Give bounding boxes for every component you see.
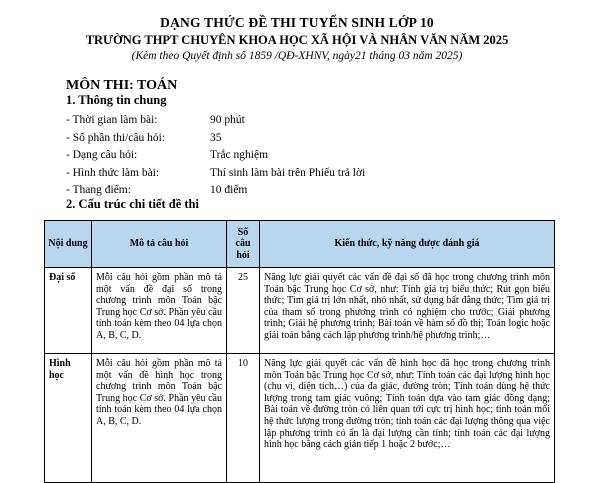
info-label: - Số phần thi/câu hỏi: bbox=[66, 131, 166, 144]
info-value: 35 bbox=[210, 131, 222, 144]
info-label: - Thang điểm: bbox=[66, 184, 131, 196]
document-title: DẠNG THỨC ĐỀ THI TUYỂN SINH LỚP 10 bbox=[160, 15, 434, 30]
cell-description: Mỗi câu hỏi gồm phần mô tả một vấn đề đại số trong chương trình môn Toán bậc Trung học Cơ sở. Phần yêu cầu tính toán kèm theo 04 lựa chọn A, B, C, D. bbox=[92, 268, 227, 354]
general-info-list bbox=[66, 112, 546, 200]
cell-description: Mỗi câu hỏi gồm phần mô tả một vấn đề hình học trong chương trình môn Toán bậc Trung học Cơ sở. Phần yêu cầu tính toán kèm theo 04 lựa chọn A, B, C, D. bbox=[92, 354, 227, 483]
school-title: TRƯỜNG THPT CHUYÊN KHOA HỌC XÃ HỘI VÀ NHÂN VĂN NĂM 2025 bbox=[85, 33, 509, 47]
info-label: - Thời gian làm bài: bbox=[66, 114, 158, 126]
info-value: 90 phút bbox=[210, 114, 245, 126]
info-label: - Dạng câu hỏi: bbox=[66, 149, 138, 161]
header-content: Nội dung bbox=[45, 221, 92, 268]
decision-note: (Kèm theo Quyết định số 1859 /QĐ-XHNV, ngày21 tháng 03 năm 2025) bbox=[131, 50, 463, 62]
info-row-question-count bbox=[66, 130, 546, 148]
header-knowledge: Kiến thức, kỹ năng được đánh giá bbox=[260, 221, 555, 268]
exam-structure-table bbox=[44, 220, 555, 483]
header-description: Mô tả câu hỏi bbox=[92, 221, 227, 268]
info-value: 10 điểm bbox=[210, 184, 248, 196]
info-row-exam-format bbox=[66, 165, 546, 183]
cell-count: 10 bbox=[227, 354, 260, 483]
section-1-heading: 1. Thông tin chung bbox=[66, 93, 167, 107]
cell-count: 25 bbox=[227, 268, 260, 354]
header-question-count: Số câu hỏi bbox=[227, 221, 260, 268]
info-label: - Hình thức làm bài: bbox=[66, 166, 160, 179]
cell-knowledge: Năng lực giải quyết các vấn đề đại số đã học trong chương trình môn Toán bậc Trung học Cơ sở, như: Tính giá trị biểu thức; Rút gọn biểu thức; Tìm giá trị lớn nhất, nhỏ nhất, sử dụng bất đẳng thức; Tìm giá trị của tham số trong phương trình có nghiệm cho trước; Giải phương trình; Giải hệ phương trình; Bài toán về hàm số đồ thị; Toán logic hoặc giải toán bằng cách lập phương trình/hệ phương trình;… bbox=[260, 268, 555, 354]
section-2-heading: 2. Cấu trúc chi tiết đề thi bbox=[66, 197, 199, 211]
cell-topic: Đại số bbox=[45, 268, 92, 354]
info-row-question-type bbox=[66, 147, 546, 165]
cell-topic: Hình học bbox=[45, 354, 92, 483]
table-header-row bbox=[45, 221, 555, 268]
info-row-duration bbox=[66, 112, 546, 130]
subject-heading: MÔN THI: TOÁN bbox=[66, 78, 178, 93]
table-row bbox=[45, 354, 555, 483]
table-row bbox=[45, 268, 555, 354]
info-value: Thí sinh làm bài trên Phiếu trả lời bbox=[210, 166, 366, 179]
cell-knowledge: Năng lực giải quyết các vấn đề hình học đã học trong chương trình môn Toán bậc Trung học Cơ sở, như: Tính toán các đại lượng hình học (chu vi, diện tích…) của đa giác, đường tròn; Tính toán dùng hệ thức lượng trong tam giác vuông; Tính toán dựa vào tam giác đồng dạng; Bài toán về đường tròn có liên quan tới cực trị hình học; tính toán mối hệ thức lượng trong đường tròn; tính toán các đại lượng thông qua việc lập phương trình có ẩn là đại lượng cần tính; tính toán các đại lượng hình học bằng cách gián tiếp 1 hoặc 2 bước;… bbox=[260, 354, 555, 483]
info-value: Trắc nghiệm bbox=[210, 149, 269, 161]
